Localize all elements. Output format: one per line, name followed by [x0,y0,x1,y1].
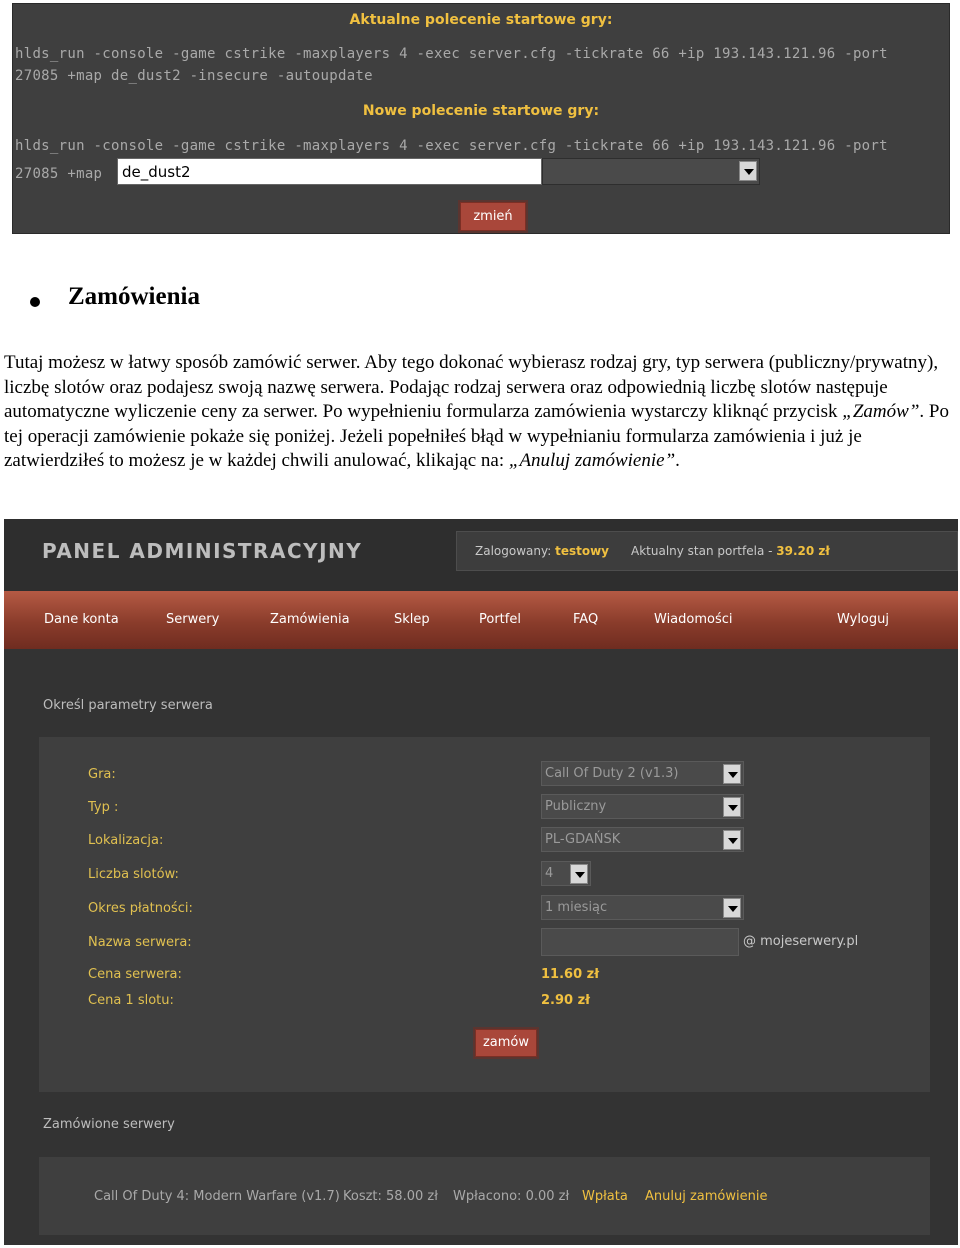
map-input[interactable] [117,158,542,185]
current-command-line2: 27085 +map de_dust2 -insecure -autoupdate [15,68,373,84]
chevron-down-icon [723,830,741,850]
panel-body [4,649,958,1245]
server-price-label: Cena serwera: [88,967,182,982]
server-price: 11.60 zł [541,967,600,982]
chevron-down-icon [570,864,588,884]
chevron-down-icon [723,764,741,784]
cancel-order-link[interactable]: Anuluj zamówienie [645,1189,768,1204]
intro-text-1: Tutaj możesz w łatwy sposób zamówić serwer. Aby tego dokonać wybierasz rodzaj gry, typ serwera (publiczny/prywatny), liczbę slotów oraz podajesz swoją nazwę serwera. Podając rodzaj serwera oraz odpowiednią liczbę slotów następuje automatyczne wyliczenie ceny za serwer. Po wypełnieniu formularza zamówienia wystarczy kliknąć przycisk [4,352,939,422]
location-label: Lokalizacja: [88,833,164,848]
nav-wiadomosci[interactable]: Wiadomości [654,612,733,627]
orders-section-title: Zamówione serwery [43,1117,175,1132]
intro-end: . [675,450,680,471]
location-select[interactable]: PL-GDAŃSK [541,827,744,852]
orders-list [39,1157,930,1235]
user-info-box [456,531,958,571]
chevron-down-icon [739,161,757,181]
bullet-icon [30,297,40,307]
order-paid: Wpłacono: 0.00 zł [453,1189,570,1204]
domain-suffix: @ mojeserwery.pl [743,934,859,949]
slots-select[interactable]: 4 [541,861,591,886]
nav-faq[interactable]: FAQ [573,612,599,627]
section-title: Zamówienia [68,283,200,310]
intro-cancel-word: „Anuluj zamówienie” [508,450,676,471]
new-command-prefix: 27085 +map [15,166,103,182]
wallet-value: 39.20 zł [776,544,830,558]
chevron-down-icon [723,797,741,817]
current-command-line1: hlds_run -console -game cstrike -maxplayers 4 -exec server.cfg -tickrate 66 +ip 193.143.121.96 -port [15,46,888,62]
pay-link[interactable]: Wpłata [582,1189,628,1204]
intro-text-2: . Po tej operacji zamówienie pokaże się poniżej. Jeżeli popełniłeś błąd w wypełnianiu formularza zamówienia i już je zatwierdziłeś to możesz je w każdej chwili anulować, klikając na: [4,401,949,471]
slot-price-label: Cena 1 slotu: [88,993,174,1008]
order-cost: Koszt: 58.00 zł [343,1189,438,1204]
server-command-screenshot [12,3,950,234]
order-button[interactable]: zamów [475,1029,537,1057]
nav-zamowienia[interactable]: Zamówienia [270,612,350,627]
main-nav [4,591,958,649]
order-game: Call Of Duty 4: Modern Warfare (v1.7) [94,1189,340,1204]
change-button[interactable]: zmień [460,202,526,231]
order-form [39,737,930,1092]
current-command-heading: Aktualne polecenie startowe gry: [349,12,613,28]
panel-header [4,519,958,591]
intro-order-word: „Zamów” [842,401,920,422]
intro-paragraph [4,351,954,474]
nav-sklep[interactable]: Sklep [394,612,430,627]
server-name-label: Nazwa serwera: [88,935,192,950]
slot-price: 2.90 zł [541,993,590,1008]
nav-serwery[interactable]: Serwery [166,612,220,627]
nav-wyloguj[interactable]: Wyloguj [837,612,889,627]
form-section-title: Określ parametry serwera [43,698,213,713]
server-name-input[interactable] [541,928,739,956]
map-select[interactable] [542,158,760,185]
slots-label: Liczba slotów: [88,867,179,882]
type-label: Typ : [88,800,119,815]
nav-portfel[interactable]: Portfel [479,612,521,627]
new-command-line1: hlds_run -console -game cstrike -maxplayers 4 -exec server.cfg -tickrate 66 +ip 193.143.121.96 -port [15,138,888,154]
period-label: Okres płatności: [88,901,193,916]
new-command-heading: Nowe polecenie startowe gry: [362,103,600,119]
game-select[interactable]: Call Of Duty 2 (v1.3) [541,761,744,786]
logged-user: testowy [555,544,609,558]
logged-label: Zalogowany: testowy [475,544,609,558]
period-select[interactable]: 1 miesiąc [541,895,744,920]
chevron-down-icon [723,898,741,918]
game-label: Gra: [88,767,116,782]
panel-logo: PANEL ADMINISTRACYJNY [42,539,363,563]
type-select[interactable]: Publiczny [541,794,744,819]
admin-panel-screenshot [4,519,958,1245]
wallet-info: Aktualny stan portfela - 39.20 zł [631,544,830,558]
nav-dane-konta[interactable]: Dane konta [44,612,119,627]
